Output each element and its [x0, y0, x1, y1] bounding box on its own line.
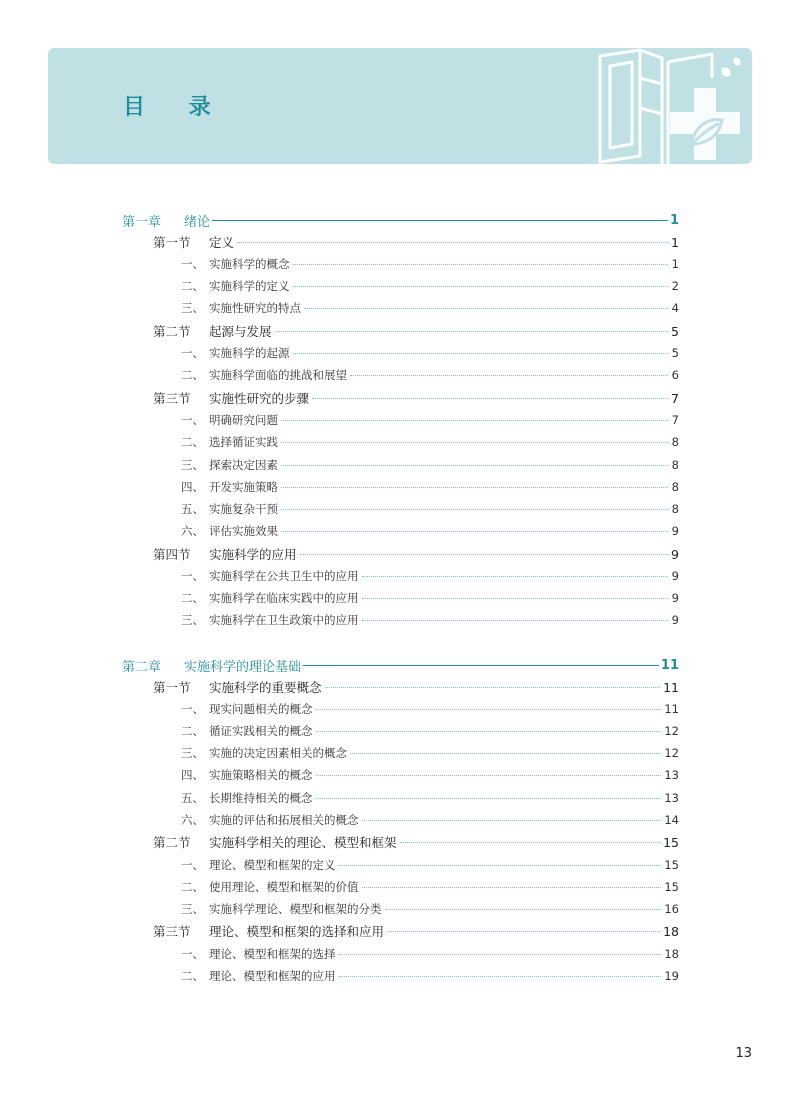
toc-entry-number: 三、 [181, 902, 204, 916]
toc-entry-title: 理论、模型和框架的选择 [209, 947, 336, 961]
toc-leader [281, 487, 668, 488]
toc-entry-number: 第三节 [153, 391, 191, 406]
toc-entry-number: 第二节 [153, 835, 191, 850]
toc-leader [362, 598, 669, 599]
toc-sub-entry[interactable] [181, 477, 679, 497]
toc-sub-entry[interactable] [181, 788, 679, 808]
toc-sub-entry[interactable] [181, 254, 679, 274]
toc-sub-entry[interactable] [181, 855, 679, 875]
toc-entry-title: 实施的评估和拓展相关的概念 [209, 813, 359, 827]
toc-section-entry[interactable] [153, 321, 679, 341]
toc-section-entry[interactable] [153, 832, 679, 852]
toc-page-number: 16 [664, 902, 679, 916]
toc-section-entry[interactable] [153, 544, 679, 564]
toc-page-number: 15 [663, 834, 679, 850]
toc-entry-title: 实施性研究的特点 [209, 301, 301, 315]
toc-sub-entry[interactable] [181, 810, 679, 830]
toc-section-entry[interactable] [153, 232, 679, 252]
toc-leader [362, 820, 662, 821]
toc-leader [281, 420, 668, 421]
toc-chapter-entry[interactable] [122, 655, 679, 675]
toc-leader [304, 308, 668, 309]
toc-entry-title: 实施科学在临床实践中的应用 [209, 591, 359, 605]
toc-entry-title: 实施科学在公共卫生中的应用 [209, 569, 359, 583]
toc-page-number: 9 [671, 591, 679, 605]
toc-entry-title: 实施科学的理论基础 [184, 659, 302, 675]
page-title: 目 录 [123, 95, 229, 120]
toc-leader [281, 509, 668, 510]
toc-entry-title: 实施性研究的步骤 [209, 391, 310, 406]
toc-page-number: 12 [664, 724, 679, 738]
toc-entry-title: 绪论 [184, 214, 211, 230]
toc-entry-number: 第四节 [153, 547, 191, 562]
toc-leader [293, 353, 669, 354]
toc-entry-number: 第一节 [153, 235, 191, 250]
toc-entry-title: 实施复杂干预 [209, 502, 278, 516]
toc-section-entry[interactable] [153, 921, 679, 941]
toc-entry-number: 六、 [181, 524, 204, 538]
toc-entry-number: 三、 [181, 458, 204, 472]
toc-entry-number: 第三节 [153, 924, 191, 939]
toc-leader [362, 887, 662, 888]
toc-entry-number: 三、 [181, 613, 204, 627]
toc-page-number: 8 [671, 502, 679, 516]
toc-sub-entry[interactable] [181, 455, 679, 475]
toc-page-number: 19 [664, 969, 679, 983]
toc-entry-number: 三、 [181, 746, 204, 760]
toc-page-number: 5 [671, 346, 679, 360]
toc-entry-number: 四、 [181, 768, 204, 782]
toc-leader [212, 220, 668, 221]
toc-page-number: 13 [664, 791, 679, 805]
toc-leader [303, 665, 659, 666]
toc-page-number: 11 [664, 702, 679, 716]
toc-entry-title: 实施科学的应用 [209, 547, 297, 562]
toc-entry-title: 实施科学的概念 [209, 257, 290, 271]
toc-page-number: 4 [671, 301, 679, 315]
toc-leader [316, 709, 662, 710]
toc-leader [275, 331, 668, 332]
toc-page-number: 7 [671, 390, 679, 406]
toc-entry-number: 一、 [181, 947, 204, 961]
toc-entry-title: 评估实施效果 [209, 524, 278, 538]
toc-entry-title: 实施科学的重要概念 [209, 680, 322, 695]
toc-entry-title: 实施科学面临的挑战和展望 [209, 368, 347, 382]
toc-leader [237, 242, 668, 243]
toc-leader [281, 465, 668, 466]
toc-leader [316, 798, 662, 799]
toc-leader [385, 909, 662, 910]
toc-entry-number: 五、 [181, 791, 204, 805]
toc-page-number: 9 [671, 613, 679, 627]
toc-entry-number: 一、 [181, 569, 204, 583]
toc-entry-title: 长期维持相关的概念 [209, 791, 313, 805]
toc-page-number: 14 [664, 813, 679, 827]
toc-sub-entry[interactable] [181, 699, 679, 719]
toc-leader [293, 286, 669, 287]
toc-sub-entry[interactable] [181, 966, 679, 986]
toc-entry-number: 二、 [181, 279, 204, 293]
toc-sub-entry[interactable] [181, 499, 679, 519]
toc-entry-title: 实施科学理论、模型和框架的分类 [209, 902, 382, 916]
toc-entry-title: 实施科学相关的理论、模型和框架 [209, 835, 397, 850]
toc-page-number: 11 [663, 679, 679, 695]
toc-entry-title: 开发实施策略 [209, 480, 278, 494]
toc-sub-entry[interactable] [181, 276, 679, 296]
toc-page-number: 8 [671, 480, 679, 494]
toc-leader [350, 375, 668, 376]
toc-entry-title: 使用理论、模型和框架的价值 [209, 880, 359, 894]
toc-page-number: 8 [671, 435, 679, 449]
toc-page-number: 1 [671, 234, 679, 250]
toc-entry-number: 二、 [181, 880, 204, 894]
toc-page-number: 1 [671, 257, 679, 271]
toc-page-number: 5 [671, 323, 679, 339]
toc-entry-number: 第一章 [122, 214, 162, 230]
toc-entry-title: 明确研究问题 [209, 413, 278, 427]
toc-leader [339, 976, 662, 977]
toc-sub-entry[interactable] [181, 765, 679, 785]
toc-entry-title: 定义 [209, 235, 235, 250]
toc-entry-number: 第二章 [122, 659, 162, 675]
toc-sub-entry[interactable] [181, 298, 679, 318]
toc-sub-entry[interactable] [181, 432, 679, 452]
toc-sub-entry[interactable] [181, 521, 679, 541]
toc-entry-title: 实施科学在卫生政策中的应用 [209, 613, 359, 627]
toc-entry-title: 现实问题相关的概念 [209, 702, 313, 716]
toc-entry-number: 二、 [181, 969, 204, 983]
toc-page-number: 15 [664, 858, 679, 872]
toc-sub-entry[interactable] [181, 365, 679, 385]
toc-entry-number: 六、 [181, 813, 204, 827]
toc-leader [293, 264, 669, 265]
toc-leader [325, 687, 661, 688]
toc-section-entry[interactable] [153, 677, 679, 697]
toc-leader [339, 865, 662, 866]
toc-entry-title: 实施策略相关的概念 [209, 768, 313, 782]
toc-leader [316, 775, 662, 776]
toc-page-number: 7 [671, 413, 679, 427]
toc-entry-title: 理论、模型和框架的选择和应用 [209, 924, 385, 939]
toc-entry-number: 一、 [181, 257, 204, 271]
toc-leader [400, 842, 661, 843]
toc-entry-number: 第一节 [153, 680, 191, 695]
toc-entry-number: 第二节 [153, 324, 191, 339]
toc-entry-number: 三、 [181, 301, 204, 315]
page-number: 13 [735, 1046, 752, 1061]
toc-page-number: 6 [671, 368, 679, 382]
toc-sub-entry[interactable] [181, 899, 679, 919]
toc-page-number: 1 [669, 212, 679, 228]
toc-entry-number: 一、 [181, 858, 204, 872]
toc-page-number: 9 [671, 569, 679, 583]
toc-leader [300, 554, 668, 555]
toc-entry-number: 一、 [181, 413, 204, 427]
toc-entry-title: 选择循证实践 [209, 435, 278, 449]
toc-page-number: 15 [664, 880, 679, 894]
toc-entry-title: 理论、模型和框架的应用 [209, 969, 336, 983]
toc-entry-number: 一、 [181, 346, 204, 360]
toc-entry-number: 二、 [181, 435, 204, 449]
toc-entry-number: 五、 [181, 502, 204, 516]
toc-leader [312, 398, 668, 399]
toc-sub-entry[interactable] [181, 588, 679, 608]
toc-entry-title: 循证实践相关的概念 [209, 724, 313, 738]
toc-sub-entry[interactable] [181, 721, 679, 741]
toc-leader [362, 576, 669, 577]
toc-leader [362, 620, 669, 621]
toc-entry-number: 四、 [181, 480, 204, 494]
toc-leader [316, 731, 662, 732]
toc-leader [350, 753, 661, 754]
toc-sub-entry[interactable] [181, 410, 679, 430]
toc-page-number: 8 [671, 458, 679, 472]
toc-chapter-entry[interactable] [122, 210, 679, 230]
toc-entry-title: 探索决定因素 [209, 458, 278, 472]
toc-entry-title: 理论、模型和框架的定义 [209, 858, 336, 872]
toc-entry-number: 二、 [181, 591, 204, 605]
toc-page-number: 2 [671, 279, 679, 293]
toc-leader [387, 931, 660, 932]
toc-section-entry[interactable] [153, 388, 679, 408]
toc-sub-entry[interactable] [181, 743, 679, 763]
toc-page-number: 11 [660, 657, 679, 673]
toc-leader [281, 442, 668, 443]
toc-page-number: 18 [664, 947, 679, 961]
toc-sub-entry[interactable] [181, 566, 679, 586]
toc-sub-entry[interactable] [181, 877, 679, 897]
toc-leader [339, 954, 662, 955]
toc-entry-title: 实施的决定因素相关的概念 [209, 746, 347, 760]
toc-entry-number: 二、 [181, 724, 204, 738]
toc-sub-entry[interactable] [181, 610, 679, 630]
toc-entry-title: 实施科学的定义 [209, 279, 290, 293]
toc-entry-title: 起源与发展 [209, 324, 272, 339]
toc-page-number: 12 [664, 746, 679, 760]
toc-page-number: 9 [671, 546, 679, 562]
toc-page-number: 9 [671, 524, 679, 538]
toc-sub-entry[interactable] [181, 944, 679, 964]
toc-page-number: 18 [663, 923, 679, 939]
toc-leader [281, 531, 668, 532]
toc-page-number: 13 [664, 768, 679, 782]
toc-sub-entry[interactable] [181, 343, 679, 363]
toc-entry-number: 二、 [181, 368, 204, 382]
toc-entry-number: 一、 [181, 702, 204, 716]
toc-entry-title: 实施科学的起源 [209, 346, 290, 360]
